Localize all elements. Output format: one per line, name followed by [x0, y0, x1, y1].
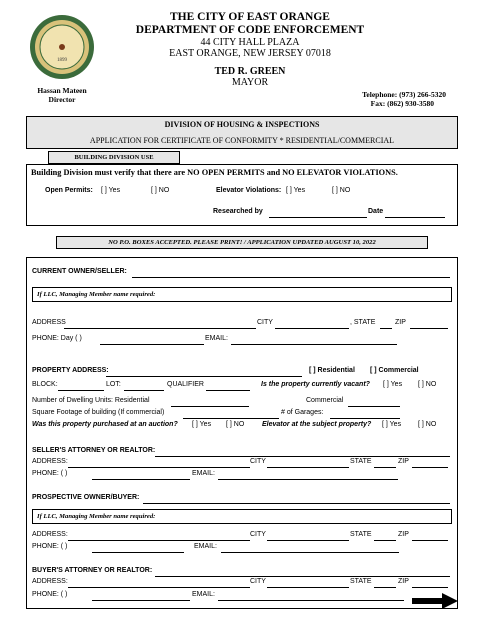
department-name: DEPARTMENT OF CODE ENFORCEMENT [135, 24, 365, 36]
owner-city-label: CITY [257, 319, 273, 326]
dwelling-residential-field[interactable] [171, 406, 249, 407]
owner-phone-field[interactable] [100, 344, 204, 345]
seller-attorney-heading: SELLER'S ATTORNEY OR REALTOR: [32, 447, 156, 454]
seal-icon [29, 14, 95, 80]
vacant-no-checkbox[interactable]: [ ] NO [418, 381, 437, 388]
buyer-attorney-phone-field[interactable] [92, 600, 190, 601]
seal-year: 1899 [57, 58, 67, 63]
owner-llc-label: If LLC, Managing Member name required: [37, 291, 156, 298]
open-permits-label: Open Permits: [45, 187, 93, 194]
city-name: THE CITY OF EAST ORANGE [170, 11, 330, 23]
elevator-violations-label: Elevator Violations: [216, 187, 282, 194]
buyer-zip-field[interactable] [412, 540, 448, 541]
mayor-name: TED R. GREEN [214, 66, 286, 77]
owner-zip-label: ZIP [395, 319, 406, 326]
elevator-yes-checkbox[interactable]: [ ] Yes [382, 421, 402, 428]
buyer-attorney-state-field[interactable] [374, 587, 396, 588]
city-seal [29, 14, 95, 80]
seller-phone-field[interactable] [92, 479, 190, 480]
seller-state-label: STATE [350, 458, 372, 465]
elevator-violations-no-checkbox[interactable]: [ ] NO [332, 187, 351, 194]
seller-zip-field[interactable] [412, 467, 448, 468]
buyer-attorney-state-label: STATE [350, 578, 372, 585]
buyer-state-label: STATE [350, 531, 372, 538]
open-permits-no-checkbox[interactable]: [ ] NO [151, 187, 170, 194]
garages-label: # of Garages: [281, 409, 324, 416]
seller-city-field[interactable] [267, 467, 349, 468]
application-title: APPLICATION FOR CERTIFICATE OF CONFORMITY * RESIDENTIAL/COMMERCIAL [89, 136, 395, 145]
owner-phone-label: PHONE: Day ( ) [32, 335, 82, 342]
buyer-attorney-city-field[interactable] [267, 587, 349, 588]
buyer-email-field[interactable] [221, 552, 399, 553]
owner-address-field[interactable] [64, 328, 256, 329]
seller-state-field[interactable] [374, 467, 396, 468]
buyer-attorney-phone-label: PHONE: ( ) [32, 591, 68, 598]
main-form [26, 257, 458, 609]
researched-by-field[interactable] [269, 217, 367, 218]
seller-zip-label: ZIP [398, 458, 409, 465]
dwelling-units-label: Number of Dwelling Units: Residential [32, 397, 150, 404]
garages-field[interactable] [330, 418, 400, 419]
buyer-llc-label: If LLC, Managing Member name required: [37, 513, 156, 520]
buyer-phone-label: PHONE: ( ) [32, 543, 68, 550]
elevator-no-checkbox[interactable]: [ ] NO [418, 421, 437, 428]
auction-no-checkbox[interactable]: [ ] NO [226, 421, 245, 428]
seller-email-field[interactable] [218, 479, 398, 480]
notice-box [56, 236, 428, 249]
buyer-attorney-zip-label: ZIP [398, 578, 409, 585]
date-label: Date [368, 208, 384, 215]
buyer-attorney-email-field[interactable] [218, 600, 404, 601]
telephone: Telephone: (973) 266-5320 [362, 90, 446, 99]
current-owner-field[interactable] [132, 277, 450, 278]
buyer-attorney-city-label: CITY [250, 578, 266, 585]
lot-field[interactable] [124, 390, 164, 391]
vacant-question: Is the property currently vacant? [261, 381, 370, 388]
dwelling-commercial-field[interactable] [348, 406, 400, 407]
property-address-field[interactable] [106, 376, 302, 377]
owner-email-field[interactable] [231, 344, 397, 345]
researched-by-label: Researched by [213, 208, 263, 215]
buyer-city-label: CITY [250, 531, 266, 538]
owner-state-label: , STATE [350, 319, 376, 326]
buyer-phone-field[interactable] [92, 552, 184, 553]
buyer-zip-label: ZIP [398, 531, 409, 538]
seller-address-label: ADDRESS: [32, 458, 68, 465]
square-footage-label: Square Footage of building (If commercial) [32, 409, 165, 416]
buyer-attorney-field[interactable] [155, 576, 450, 577]
dwelling-commercial-label: Commercial [306, 397, 344, 404]
date-field[interactable] [385, 217, 445, 218]
building-use-section [26, 164, 458, 226]
commercial-checkbox[interactable]: [ ] Commercial [370, 367, 419, 374]
buyer-attorney-address-field[interactable] [68, 587, 250, 588]
fax: Fax: (862) 930-3580 [370, 99, 434, 108]
buyer-attorney-email-label: EMAIL: [192, 591, 215, 598]
owner-city-field[interactable] [275, 328, 349, 329]
seller-city-label: CITY [250, 458, 266, 465]
buyer-llc-box[interactable] [32, 509, 452, 524]
buyer-heading: PROSPECTIVE OWNER/BUYER: [32, 494, 140, 501]
building-use-label: BUILDING DIVISION USE [74, 154, 154, 161]
vacant-yes-checkbox[interactable]: [ ] Yes [383, 381, 403, 388]
residential-checkbox[interactable]: [ ] Residential [309, 367, 355, 374]
square-footage-field[interactable] [183, 418, 279, 419]
elevator-question: Elevator at the subject property? [262, 421, 372, 428]
notice-text: NO P.O. BOXES ACCEPTED. PLEASE PRINT! / APPLICATION UPDATED AUGUST 10, 2022 [108, 239, 376, 246]
seller-attorney-field[interactable] [155, 456, 450, 457]
director-name: Hassan Mateen [37, 86, 87, 95]
buyer-attorney-zip-field[interactable] [412, 587, 448, 588]
auction-yes-checkbox[interactable]: [ ] Yes [192, 421, 212, 428]
address-line-1: 44 CITY HALL PLAZA [200, 37, 300, 48]
division-title: DIVISION OF HOUSING & INSPECTIONS [164, 120, 320, 129]
title-box [26, 116, 458, 149]
auction-question: Was this property purchased at an auction? [32, 421, 178, 428]
buyer-attorney-address-label: ADDRESS: [32, 578, 68, 585]
owner-email-label: EMAIL: [205, 335, 228, 342]
buyer-attorney-heading: BUYER'S ATTORNEY OR REALTOR: [32, 567, 153, 574]
block-field[interactable] [58, 390, 104, 391]
current-owner-heading: CURRENT OWNER/SELLER: [32, 268, 127, 275]
property-address-heading: PROPERTY ADDRESS: [32, 367, 109, 374]
seller-address-field[interactable] [68, 467, 250, 468]
buyer-email-label: EMAIL: [194, 543, 217, 550]
qualifier-label: QUALIFIER [167, 381, 204, 388]
next-page-arrow-icon [412, 593, 458, 609]
block-label: BLOCK: [32, 381, 58, 388]
buyer-address-label: ADDRESS: [32, 531, 68, 538]
director-title: Director [48, 95, 76, 104]
owner-address-label: ADDRESS [32, 319, 66, 326]
building-use-tab [48, 151, 180, 164]
address-line-2: EAST ORANGE, NEW JERSEY 07018 [169, 48, 331, 59]
buyer-state-field[interactable] [374, 540, 396, 541]
owner-zip-field[interactable] [410, 328, 448, 329]
mayor-title: MAYOR [231, 77, 269, 88]
buyer-city-field[interactable] [267, 540, 349, 541]
qualifier-field[interactable] [206, 390, 250, 391]
seller-email-label: EMAIL: [192, 470, 215, 477]
verify-text: Building Division must verify that there are NO OPEN PERMITS and NO ELEVATOR VIOLATIONS. [31, 168, 398, 177]
buyer-field[interactable] [143, 503, 450, 504]
seller-phone-label: PHONE: ( ) [32, 470, 68, 477]
open-permits-yes-checkbox[interactable]: [ ] Yes [101, 187, 121, 194]
owner-llc-box[interactable] [32, 287, 452, 302]
buyer-address-field[interactable] [68, 540, 250, 541]
lot-label: LOT: [106, 381, 121, 388]
elevator-violations-yes-checkbox[interactable]: [ ] Yes [286, 187, 306, 194]
owner-state-field[interactable] [380, 328, 392, 329]
